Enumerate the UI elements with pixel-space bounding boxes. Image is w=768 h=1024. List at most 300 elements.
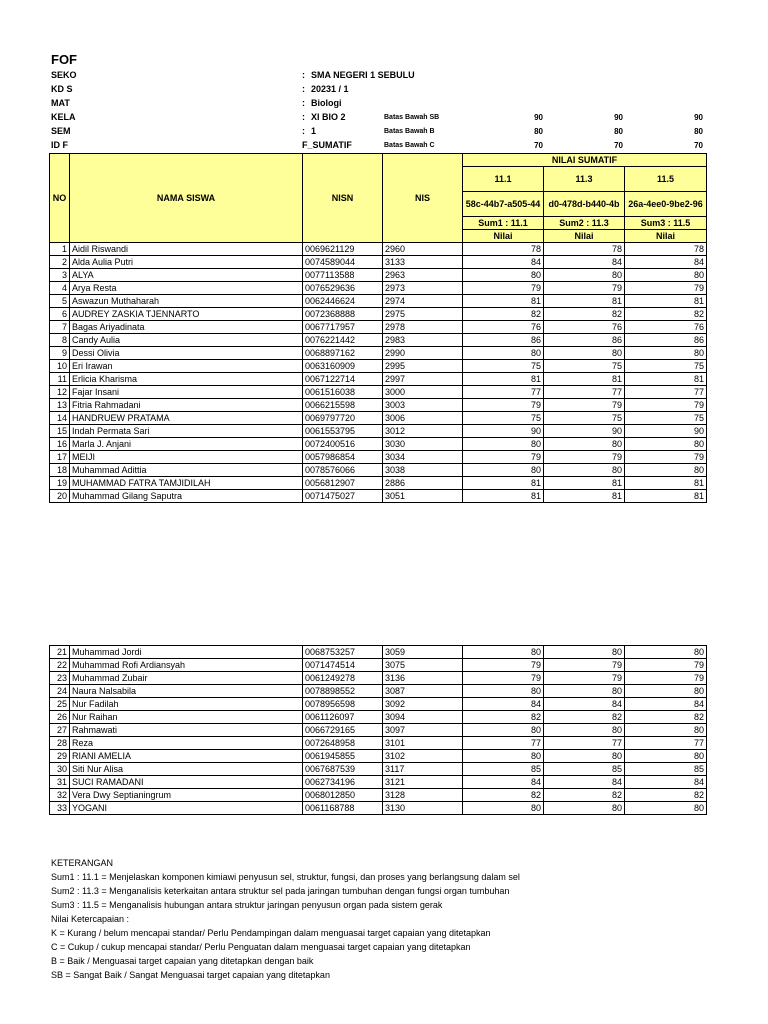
- cell-nilai: 79: [463, 399, 544, 412]
- cell-nilai: 77: [625, 386, 707, 399]
- table-row: [50, 334, 707, 347]
- col-code: 11.1: [463, 167, 544, 192]
- cell-no: 6: [50, 308, 70, 321]
- cell-nis: 3003: [383, 399, 463, 412]
- header-label: KELA: [51, 112, 76, 122]
- cell-nilai: 80: [625, 464, 707, 477]
- col-code: 11.5: [625, 167, 707, 192]
- table-row: [50, 425, 707, 438]
- form-title: FOF: [51, 52, 77, 67]
- col-code: 11.3: [544, 167, 625, 192]
- cell-no: 31: [50, 776, 70, 789]
- cell-no: 24: [50, 685, 70, 698]
- cell-nilai: 82: [544, 789, 625, 802]
- cell-nisn: 0068753257: [303, 646, 383, 659]
- note-line: B = Baik / Menguasai target capaian yang ditetapkan dengan baik: [51, 956, 314, 966]
- cell-nisn: 0057986854: [303, 451, 383, 464]
- cell-nis: 3087: [383, 685, 463, 698]
- cell-nis: 3133: [383, 256, 463, 269]
- cell-nilai: 78: [544, 243, 625, 256]
- header-label: KD S: [51, 84, 73, 94]
- cell-nis: 3006: [383, 412, 463, 425]
- cell-nilai: 90: [625, 425, 707, 438]
- table-row: [50, 711, 707, 724]
- header-value: SMA NEGERI 1 SEBULU: [311, 70, 415, 80]
- table-row: [50, 282, 707, 295]
- cell-nama: ALYA: [70, 269, 303, 282]
- cell-nama: Fajar Insani: [70, 386, 303, 399]
- table-row: [50, 295, 707, 308]
- cell-nis: 2997: [383, 373, 463, 386]
- cell-no: 22: [50, 659, 70, 672]
- cell-nama: Dessi Olivia: [70, 347, 303, 360]
- cell-nama: Siti Nur Alisa: [70, 763, 303, 776]
- cell-no: 12: [50, 386, 70, 399]
- cell-nilai: 78: [625, 243, 707, 256]
- cell-nilai: 84: [625, 776, 707, 789]
- cell-nilai: 80: [463, 750, 544, 763]
- cell-no: 32: [50, 789, 70, 802]
- cell-nis: 3094: [383, 711, 463, 724]
- cell-nilai: 80: [463, 269, 544, 282]
- cell-nama: Fitria Rahmadani: [70, 399, 303, 412]
- cell-nisn: 0069621129: [303, 243, 383, 256]
- cell-nilai: 81: [625, 295, 707, 308]
- cell-nilai: 80: [625, 269, 707, 282]
- table-row: [50, 373, 707, 386]
- cell-nilai: 79: [625, 282, 707, 295]
- table-row: [50, 789, 707, 802]
- note-line: C = Cukup / cukup mencapai standar/ Perlu Penguatan dalam menguasai target capaian yang ditetapkan: [51, 942, 471, 952]
- cell-nis: 2963: [383, 269, 463, 282]
- cell-nilai: 80: [463, 802, 544, 815]
- header-label: SEKO: [51, 70, 77, 80]
- cell-no: 15: [50, 425, 70, 438]
- cell-nilai: 76: [544, 321, 625, 334]
- cell-nilai: 80: [544, 438, 625, 451]
- cell-nis: 3102: [383, 750, 463, 763]
- note-line: SB = Sangat Baik / Sangat Menguasai target capaian yang ditetapkan: [51, 970, 330, 980]
- cell-nis: 2978: [383, 321, 463, 334]
- col-nilai: Nilai: [544, 230, 625, 243]
- note-line: Nilai Ketercapaian :: [51, 914, 130, 924]
- cell-nilai: 82: [625, 711, 707, 724]
- header-colon: :: [302, 126, 305, 136]
- cell-nilai: 85: [625, 763, 707, 776]
- batas-bawah-value: 80: [614, 127, 623, 136]
- cell-nisn: 0071475027: [303, 490, 383, 503]
- cell-nisn: 0066215598: [303, 399, 383, 412]
- cell-nama: Marla J. Anjani: [70, 438, 303, 451]
- cell-no: 13: [50, 399, 70, 412]
- header-colon: :: [302, 112, 305, 122]
- cell-nilai: 81: [463, 490, 544, 503]
- table-row: [50, 451, 707, 464]
- col-id: 26a-4ee0-9be2-96: [625, 192, 707, 217]
- cell-nilai: 86: [544, 334, 625, 347]
- table-row: [50, 243, 707, 256]
- cell-nama: Nur Raihan: [70, 711, 303, 724]
- header-info: [51, 70, 711, 154]
- cell-nisn: 0061126097: [303, 711, 383, 724]
- table-row: [50, 477, 707, 490]
- header-colon: :: [302, 98, 305, 108]
- cell-nilai: 80: [463, 724, 544, 737]
- cell-nama: MUHAMMAD FATRA TAMJIDILAH: [70, 477, 303, 490]
- cell-no: 30: [50, 763, 70, 776]
- cell-nisn: 0061553795: [303, 425, 383, 438]
- cell-no: 3: [50, 269, 70, 282]
- cell-nilai: 80: [625, 750, 707, 763]
- batas-bawah-label: Batas Bawah SB: [384, 114, 440, 121]
- cell-nama: Vera Dwy Septianingrum: [70, 789, 303, 802]
- cell-nama: Eri Irawan: [70, 360, 303, 373]
- cell-nisn: 0063160909: [303, 360, 383, 373]
- cell-no: 10: [50, 360, 70, 373]
- cell-nilai: 86: [625, 334, 707, 347]
- cell-nilai: 80: [544, 724, 625, 737]
- note-line: Sum1 : 11.1 = Menjelaskan komponen kimiawi penyusun sel, struktur, fungsi, dan proses yang berlangsung dalam sel: [51, 872, 520, 882]
- cell-nisn: 0078576066: [303, 464, 383, 477]
- table-row: [50, 321, 707, 334]
- cell-nisn: 0061945855: [303, 750, 383, 763]
- cell-nilai: 80: [625, 724, 707, 737]
- table-row: [50, 646, 707, 659]
- cell-nama: Rahmawati: [70, 724, 303, 737]
- table-row: [50, 659, 707, 672]
- cell-nilai: 75: [625, 360, 707, 373]
- cell-nilai: 82: [544, 711, 625, 724]
- cell-nilai: 80: [544, 464, 625, 477]
- grades-table-continued: [49, 645, 707, 815]
- cell-nis: 3117: [383, 763, 463, 776]
- cell-nilai: 79: [625, 672, 707, 685]
- header-value: XI BIO 2: [311, 112, 346, 122]
- cell-nis: 3121: [383, 776, 463, 789]
- grades-table: [49, 153, 707, 503]
- table-row: [50, 763, 707, 776]
- cell-nama: YOGANI: [70, 802, 303, 815]
- col-header-nilai-sumatif: NILAI SUMATIF: [463, 154, 707, 167]
- note-line: Sum3 : 11.5 = Menganalisis hubungan antara struktur jaringan penyusun organ pada sistem gerak: [51, 900, 443, 910]
- col-id: 58c-44b7-a505-44: [463, 192, 544, 217]
- cell-no: 23: [50, 672, 70, 685]
- cell-nilai: 79: [463, 282, 544, 295]
- cell-nilai: 84: [625, 256, 707, 269]
- cell-nis: 3101: [383, 737, 463, 750]
- cell-nilai: 80: [625, 347, 707, 360]
- cell-nilai: 81: [463, 295, 544, 308]
- cell-nilai: 75: [625, 412, 707, 425]
- cell-nis: 3012: [383, 425, 463, 438]
- cell-nisn: 0072368888: [303, 308, 383, 321]
- col-header-nis: NIS: [383, 154, 463, 243]
- cell-nisn: 0061168788: [303, 802, 383, 815]
- col-header-nisn: NISN: [303, 154, 383, 243]
- batas-bawah-value: 70: [614, 141, 623, 150]
- cell-no: 14: [50, 412, 70, 425]
- cell-no: 11: [50, 373, 70, 386]
- cell-no: 1: [50, 243, 70, 256]
- cell-nilai: 84: [544, 776, 625, 789]
- header-value: F_SUMATIF: [302, 140, 352, 150]
- cell-nilai: 84: [463, 698, 544, 711]
- cell-nis: 3128: [383, 789, 463, 802]
- cell-nisn: 0076221442: [303, 334, 383, 347]
- col-id: d0-478d-b440-4b: [544, 192, 625, 217]
- col-sum: Sum1 : 11.1: [463, 217, 544, 230]
- cell-nilai: 75: [463, 360, 544, 373]
- header-label: MAT: [51, 98, 70, 108]
- cell-nisn: 0068897162: [303, 347, 383, 360]
- cell-nama: Erlicia Kharisma: [70, 373, 303, 386]
- cell-nilai: 82: [544, 308, 625, 321]
- cell-no: 26: [50, 711, 70, 724]
- cell-nilai: 79: [463, 659, 544, 672]
- cell-nilai: 81: [544, 295, 625, 308]
- cell-no: 9: [50, 347, 70, 360]
- cell-nisn: 0062446624: [303, 295, 383, 308]
- cell-nilai: 80: [625, 685, 707, 698]
- cell-nilai: 77: [544, 386, 625, 399]
- cell-nama: Muhammad Zubair: [70, 672, 303, 685]
- cell-nilai: 79: [544, 672, 625, 685]
- col-header-nama: NAMA SISWA: [70, 154, 303, 243]
- cell-nilai: 77: [544, 737, 625, 750]
- col-sum: Sum2 : 11.3: [544, 217, 625, 230]
- header-value: 20231 / 1: [311, 84, 349, 94]
- cell-nisn: 0062734196: [303, 776, 383, 789]
- cell-no: 33: [50, 802, 70, 815]
- cell-nilai: 78: [463, 243, 544, 256]
- cell-nis: 3130: [383, 802, 463, 815]
- cell-nama: SUCI RAMADANI: [70, 776, 303, 789]
- header-row: [51, 98, 711, 112]
- header-row: [51, 126, 711, 140]
- cell-nis: 3136: [383, 672, 463, 685]
- table-row: [50, 438, 707, 451]
- table-row: [50, 750, 707, 763]
- cell-no: 8: [50, 334, 70, 347]
- cell-nilai: 80: [544, 269, 625, 282]
- cell-nama: RIANI AMELIA: [70, 750, 303, 763]
- cell-nilai: 81: [544, 490, 625, 503]
- header-row: [51, 140, 711, 154]
- cell-nisn: 0069797720: [303, 412, 383, 425]
- cell-nilai: 80: [625, 802, 707, 815]
- cell-nilai: 79: [544, 399, 625, 412]
- cell-nis: 3092: [383, 698, 463, 711]
- cell-no: 2: [50, 256, 70, 269]
- cell-no: 5: [50, 295, 70, 308]
- cell-nilai: 82: [463, 308, 544, 321]
- cell-nama: Naura Nalsabila: [70, 685, 303, 698]
- cell-nilai: 80: [463, 685, 544, 698]
- cell-nilai: 81: [544, 373, 625, 386]
- cell-no: 21: [50, 646, 70, 659]
- cell-nis: 3075: [383, 659, 463, 672]
- cell-nisn: 0072648958: [303, 737, 383, 750]
- table-row: [50, 308, 707, 321]
- cell-nis: 2995: [383, 360, 463, 373]
- cell-nama: MEIJI: [70, 451, 303, 464]
- cell-nilai: 84: [544, 256, 625, 269]
- cell-nilai: 80: [463, 347, 544, 360]
- header-row: [51, 84, 711, 98]
- cell-nama: Reza: [70, 737, 303, 750]
- cell-no: 20: [50, 490, 70, 503]
- cell-nama: Bagas Ariyadinata: [70, 321, 303, 334]
- cell-nama: Indah Permata Sari: [70, 425, 303, 438]
- cell-nilai: 80: [544, 646, 625, 659]
- cell-nisn: 0074589044: [303, 256, 383, 269]
- cell-nis: 2960: [383, 243, 463, 256]
- cell-nilai: 80: [463, 464, 544, 477]
- cell-no: 25: [50, 698, 70, 711]
- cell-nilai: 81: [544, 477, 625, 490]
- cell-nama: Candy Aulia: [70, 334, 303, 347]
- cell-nisn: 0068012850: [303, 789, 383, 802]
- table-row: [50, 672, 707, 685]
- table-row: [50, 347, 707, 360]
- col-sum: Sum3 : 11.5: [625, 217, 707, 230]
- cell-nilai: 81: [625, 373, 707, 386]
- table-row: [50, 464, 707, 477]
- header-colon: :: [302, 70, 305, 80]
- cell-nilai: 82: [463, 789, 544, 802]
- table-row: [50, 737, 707, 750]
- cell-nama: Aswazun Muthaharah: [70, 295, 303, 308]
- batas-bawah-value: 80: [694, 127, 703, 136]
- cell-nilai: 76: [463, 321, 544, 334]
- cell-nilai: 75: [544, 360, 625, 373]
- cell-nis: 3097: [383, 724, 463, 737]
- cell-nisn: 0076529636: [303, 282, 383, 295]
- table-row: [50, 698, 707, 711]
- cell-nilai: 84: [463, 776, 544, 789]
- cell-nilai: 79: [625, 451, 707, 464]
- col-header-no: NO: [50, 154, 70, 243]
- cell-nilai: 80: [625, 438, 707, 451]
- cell-nis: 3034: [383, 451, 463, 464]
- table-row: [50, 412, 707, 425]
- cell-nilai: 80: [544, 802, 625, 815]
- cell-nama: Nur Fadilah: [70, 698, 303, 711]
- table-row: [50, 256, 707, 269]
- table-row: [50, 776, 707, 789]
- header-row: [51, 112, 711, 126]
- cell-nisn: 0071474514: [303, 659, 383, 672]
- table-row: [50, 802, 707, 815]
- cell-nis: 3051: [383, 490, 463, 503]
- header-row: [51, 70, 711, 84]
- header-label: ID F: [51, 140, 68, 150]
- cell-nama: AUDREY ZASKIA TJENNARTO: [70, 308, 303, 321]
- cell-nilai: 81: [463, 477, 544, 490]
- cell-nilai: 81: [463, 373, 544, 386]
- cell-nilai: 79: [463, 451, 544, 464]
- cell-nilai: 90: [544, 425, 625, 438]
- notes-section: [51, 856, 520, 982]
- cell-nilai: 82: [625, 789, 707, 802]
- note-line: KETERANGAN: [51, 858, 114, 868]
- cell-nisn: 0067122714: [303, 373, 383, 386]
- note-line: K = Kurang / belum mencapai standar/ Perlu Pendampingan dalam menguasai target capaian yang ditetapkan: [51, 928, 491, 938]
- batas-bawah-label: Batas Bawah B: [384, 128, 435, 135]
- cell-nis: 2886: [383, 477, 463, 490]
- cell-nis: 2975: [383, 308, 463, 321]
- cell-nisn: 0077113588: [303, 269, 383, 282]
- cell-nama: Muhammad Adittia: [70, 464, 303, 477]
- header-colon: :: [302, 84, 305, 94]
- cell-nilai: 90: [463, 425, 544, 438]
- cell-nama: Muhammad Gilang Saputra: [70, 490, 303, 503]
- cell-nis: 3000: [383, 386, 463, 399]
- cell-nama: Alda Aulia Putri: [70, 256, 303, 269]
- cell-nisn: 0066729165: [303, 724, 383, 737]
- cell-nilai: 82: [625, 308, 707, 321]
- cell-nilai: 77: [625, 737, 707, 750]
- cell-nis: 3059: [383, 646, 463, 659]
- cell-nilai: 76: [625, 321, 707, 334]
- note-line: Sum2 : 11.3 = Menganalisis keterkaitan antara struktur sel pada jaringan tumbuhan dengan fungsi organ tumbuhan: [51, 886, 510, 896]
- cell-nilai: 77: [463, 386, 544, 399]
- table-row: [50, 490, 707, 503]
- cell-nisn: 0061516038: [303, 386, 383, 399]
- cell-no: 29: [50, 750, 70, 763]
- cell-nilai: 84: [625, 698, 707, 711]
- cell-no: 28: [50, 737, 70, 750]
- cell-nilai: 81: [625, 477, 707, 490]
- cell-no: 17: [50, 451, 70, 464]
- header-value: Biologi: [311, 98, 342, 108]
- table-row: [50, 386, 707, 399]
- cell-nis: 3038: [383, 464, 463, 477]
- col-nilai: Nilai: [625, 230, 707, 243]
- cell-nilai: 75: [463, 412, 544, 425]
- cell-nilai: 79: [544, 451, 625, 464]
- cell-no: 19: [50, 477, 70, 490]
- cell-nilai: 75: [544, 412, 625, 425]
- cell-nilai: 80: [544, 750, 625, 763]
- cell-no: 4: [50, 282, 70, 295]
- cell-nisn: 0067687539: [303, 763, 383, 776]
- cell-nilai: 79: [625, 399, 707, 412]
- table-row: [50, 269, 707, 282]
- table-row: [50, 399, 707, 412]
- cell-no: 27: [50, 724, 70, 737]
- cell-nilai: 80: [463, 438, 544, 451]
- cell-nilai: 79: [544, 659, 625, 672]
- header-label: SEM: [51, 126, 71, 136]
- cell-nis: 2983: [383, 334, 463, 347]
- cell-nisn: 0072400516: [303, 438, 383, 451]
- cell-no: 16: [50, 438, 70, 451]
- batas-bawah-value: 90: [614, 113, 623, 122]
- cell-nama: Arya Resta: [70, 282, 303, 295]
- cell-nilai: 82: [463, 711, 544, 724]
- cell-nilai: 85: [463, 763, 544, 776]
- cell-nilai: 81: [625, 490, 707, 503]
- cell-nilai: 85: [544, 763, 625, 776]
- cell-nilai: 84: [463, 256, 544, 269]
- cell-nilai: 80: [544, 685, 625, 698]
- cell-nisn: 0078956598: [303, 698, 383, 711]
- header-value: 1: [311, 126, 317, 136]
- table-row: [50, 685, 707, 698]
- cell-nis: 3030: [383, 438, 463, 451]
- cell-nisn: 0056812907: [303, 477, 383, 490]
